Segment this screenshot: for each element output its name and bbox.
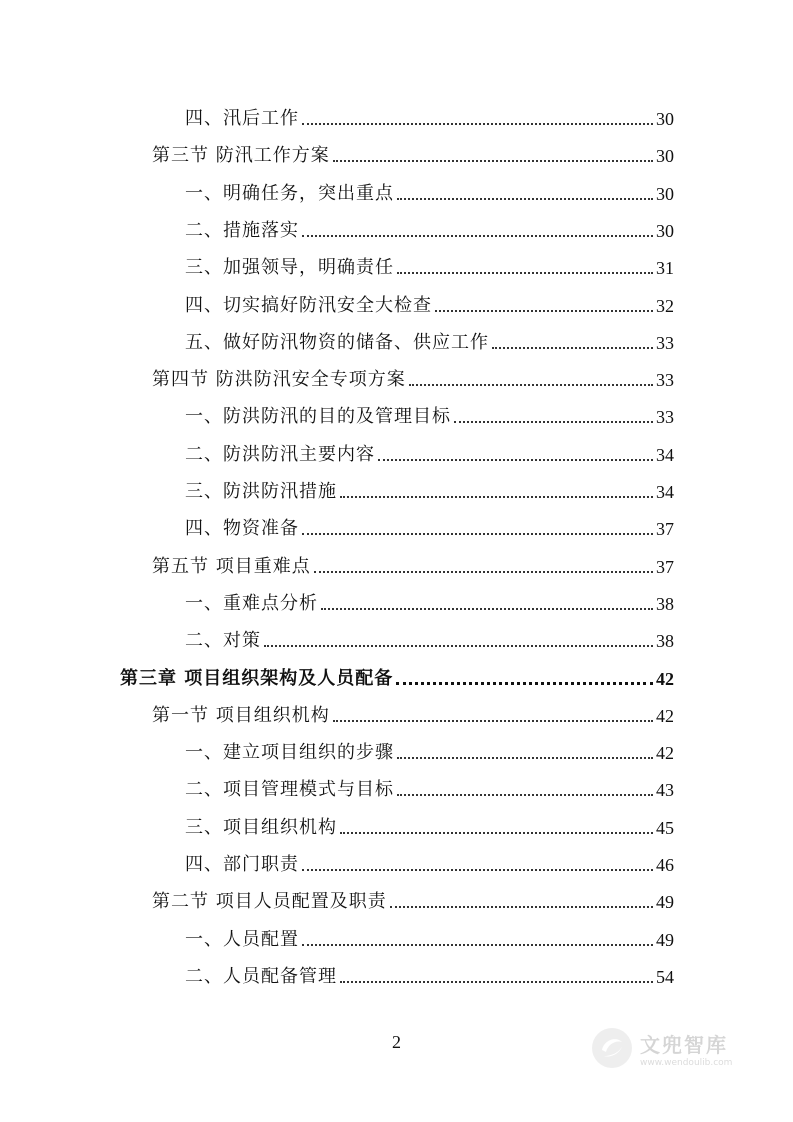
toc-dot-leader	[302, 944, 653, 946]
toc-entry-title: 第一节 项目组织机构	[152, 704, 330, 726]
watermark-url: www.wendoulib.com	[640, 1057, 733, 1068]
toc-entry-chapter[interactable]	[120, 660, 674, 690]
toc-entry-item[interactable]	[185, 324, 674, 354]
toc-dot-leader	[321, 608, 653, 610]
toc-entry-page: 38	[656, 631, 674, 652]
toc-dot-leader	[454, 421, 653, 423]
toc-entry-item[interactable]	[185, 473, 674, 503]
toc-entry-title: 一、人员配置	[185, 928, 299, 950]
toc-entry-section[interactable]	[152, 361, 674, 391]
toc-entry-item[interactable]	[185, 958, 674, 988]
page-number: 2	[392, 1032, 401, 1052]
toc-entry-page: 33	[656, 370, 674, 391]
toc-dot-leader	[435, 310, 653, 312]
toc-entry-title: 四、汛后工作	[185, 108, 299, 129]
toc-entry-title: 第三节 防汛工作方案	[152, 145, 330, 167]
toc-entry-item[interactable]	[185, 622, 674, 652]
toc-entry-item[interactable]	[185, 846, 674, 876]
toc-entry-title: 四、切实搞好防汛安全大检查	[185, 294, 432, 316]
toc-entry-item[interactable]	[185, 100, 674, 130]
toc-entry-item[interactable]	[185, 809, 674, 839]
toc-entry-page: 34	[656, 482, 674, 502]
toc-entry-page: 33	[656, 407, 674, 428]
toc-entry-title: 二、项目管理模式与目标	[185, 779, 394, 801]
toc-entry-page: 54	[656, 966, 674, 987]
toc-dot-leader	[397, 198, 653, 200]
toc-entry-page: 30	[656, 220, 674, 241]
toc-entry-item[interactable]	[185, 510, 674, 540]
toc-entry-title: 一、建立项目组织的步骤	[185, 742, 394, 764]
toc-dot-leader	[378, 459, 653, 461]
toc-dot-leader	[340, 496, 653, 498]
toc-entry-title: 二、防洪防汛主要内容	[185, 443, 375, 465]
toc-entry-item[interactable]	[185, 212, 674, 242]
toc-dot-leader	[397, 794, 653, 796]
toc-entry-item[interactable]	[185, 585, 674, 615]
toc-dot-leader	[333, 720, 653, 722]
toc-entry-page: 37	[656, 519, 674, 540]
toc-entry-item[interactable]	[185, 734, 674, 764]
toc-entry-page: 30	[656, 109, 674, 129]
toc-dot-leader	[340, 981, 653, 983]
toc-entry-title: 三、加强领导，明确责任	[185, 257, 394, 279]
toc-entry-item[interactable]	[185, 436, 674, 466]
toc-dot-leader	[264, 645, 653, 647]
toc-dot-leader	[340, 832, 653, 834]
toc-entry-page: 49	[656, 929, 674, 950]
toc-entry-page: 37	[656, 556, 674, 577]
toc-entry-page: 46	[656, 855, 674, 875]
toc-entry-page: 32	[656, 295, 674, 316]
toc-dot-leader	[333, 160, 653, 162]
toc-entry-title: 一、明确任务，突出重点	[185, 182, 394, 204]
toc-dot-leader	[302, 123, 653, 125]
toc-dot-leader	[314, 571, 653, 573]
toc-dot-leader	[397, 272, 653, 274]
toc-entry-title: 四、部门职责	[185, 854, 299, 875]
toc-dot-leader	[302, 235, 653, 237]
toc-entry-section[interactable]	[152, 697, 674, 727]
toc-entry-page: 45	[656, 817, 674, 838]
toc-entry-page: 30	[656, 146, 674, 167]
toc-entry-section[interactable]	[152, 137, 674, 167]
toc-entry-title: 第五节 项目重难点	[152, 555, 311, 577]
toc-entry-item[interactable]	[185, 249, 674, 279]
toc-entry-title: 三、防洪防汛措施	[185, 481, 337, 502]
toc-entry-page: 38	[656, 593, 674, 614]
toc-entry-title: 第四节 防洪防汛安全专项方案	[152, 369, 406, 391]
toc-entry-item[interactable]	[185, 287, 674, 317]
toc-entry-section[interactable]	[152, 548, 674, 578]
watermark	[590, 1018, 760, 1078]
toc-entry-item[interactable]	[185, 175, 674, 205]
toc-entry-item[interactable]	[185, 921, 674, 951]
watermark-title: 文兜智库	[640, 1032, 728, 1057]
toc-entry-page: 49	[656, 892, 674, 913]
toc-entry-section[interactable]	[152, 883, 674, 913]
toc-entry-title: 三、项目组织机构	[185, 816, 337, 838]
toc-entry-item[interactable]	[185, 398, 674, 428]
toc-entry-title: 四、物资准备	[185, 518, 299, 540]
toc-entry-title: 二、对策	[185, 630, 261, 652]
toc-entry-page: 42	[656, 668, 674, 689]
toc-entry-title: 二、措施落实	[185, 219, 299, 241]
watermark-logo-icon	[590, 1026, 634, 1070]
toc-entry-page: 34	[656, 444, 674, 465]
toc-entry-page: 42	[656, 705, 674, 726]
toc-entry-title: 第二节 项目人员配置及职责	[152, 891, 387, 913]
toc-entry-page: 33	[656, 332, 674, 353]
toc-entry-title: 一、重难点分析	[185, 592, 318, 614]
toc-entry-title: 第三章 项目组织架构及人员配备	[120, 667, 394, 689]
toc-entry-page: 30	[656, 183, 674, 204]
toc-dot-leader	[302, 869, 653, 871]
toc-entry-item[interactable]	[185, 771, 674, 801]
toc-dot-leader	[396, 682, 653, 685]
toc-dot-leader	[409, 384, 653, 386]
toc-dot-leader	[492, 347, 653, 349]
toc-entry-page: 31	[656, 258, 674, 279]
toc-dot-leader	[302, 533, 653, 535]
toc-dot-leader	[397, 757, 653, 759]
toc-entry-title: 二、人员配备管理	[185, 965, 337, 987]
toc-entry-title: 五、做好防汛物资的储备、供应工作	[185, 331, 489, 353]
toc-entry-title: 一、防洪防汛的目的及管理目标	[185, 406, 451, 428]
toc-entry-page: 42	[656, 743, 674, 764]
toc-dot-leader	[390, 906, 653, 908]
toc-entry-page: 43	[656, 780, 674, 801]
